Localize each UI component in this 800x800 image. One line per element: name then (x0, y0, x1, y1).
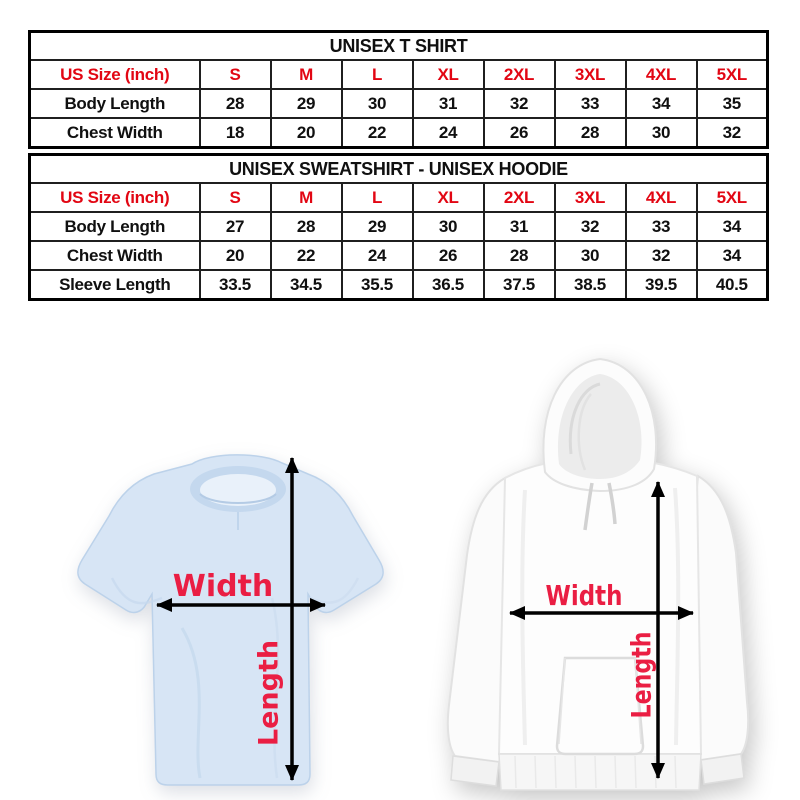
size-header-cell: M (271, 183, 342, 212)
row-label: Body Length (30, 89, 200, 118)
size-cell: 32 (555, 212, 626, 241)
size-cell: 33.5 (200, 270, 271, 300)
size-cell: 35.5 (342, 270, 413, 300)
size-cell: 30 (626, 118, 697, 148)
tshirt-length-label: Length (253, 639, 285, 747)
hoodie-length-label: Length (626, 631, 658, 719)
size-header-row (30, 183, 768, 212)
hoodie-hem (499, 754, 701, 790)
table-title-row (30, 155, 768, 184)
size-cell: 29 (342, 212, 413, 241)
table-title-row (30, 32, 768, 61)
size-header-cell: M (271, 60, 342, 89)
table-row (30, 118, 768, 148)
size-cell: 39.5 (626, 270, 697, 300)
table-title: UNISEX SWEATSHIRT - UNISEX HOODIE (30, 155, 768, 184)
size-header-cell: S (200, 183, 271, 212)
size-cell: 30 (555, 241, 626, 270)
size-cell: 34 (697, 212, 768, 241)
size-cell: 32 (484, 89, 555, 118)
size-cell: 28 (555, 118, 626, 148)
hoodie-width-label: Width (545, 579, 623, 612)
size-header-cell: XL (413, 183, 484, 212)
size-cell: 34 (626, 89, 697, 118)
size-cell: 20 (271, 118, 342, 148)
measurement-diagrams (0, 330, 800, 800)
size-cell: 31 (484, 212, 555, 241)
size-header-cell: 5XL (697, 60, 768, 89)
size-cell: 40.5 (697, 270, 768, 300)
size-header-cell: L (342, 60, 413, 89)
size-cell: 24 (413, 118, 484, 148)
tshirt-width-label: Width (172, 569, 274, 604)
size-header-cell: 5XL (697, 183, 768, 212)
size-header-row (30, 60, 768, 89)
row-label: Body Length (30, 212, 200, 241)
row-label: Chest Width (30, 118, 200, 148)
size-header-cell: 4XL (626, 60, 697, 89)
tshirt-image (72, 448, 396, 790)
size-cell: 26 (413, 241, 484, 270)
size-cell: 18 (200, 118, 271, 148)
size-cell: 36.5 (413, 270, 484, 300)
size-header-cell: 3XL (555, 60, 626, 89)
size-cell: 38.5 (555, 270, 626, 300)
size-header-cell: US Size (inch) (30, 183, 200, 212)
size-cell: 30 (413, 212, 484, 241)
size-header-cell: XL (413, 60, 484, 89)
size-cell: 28 (271, 212, 342, 241)
size-tables (28, 30, 768, 305)
hoodie-left-cuff (451, 756, 499, 786)
table-row (30, 270, 768, 300)
size-cell: 24 (342, 241, 413, 270)
size-cell: 22 (271, 241, 342, 270)
table-row (30, 212, 768, 241)
row-label: Sleeve Length (30, 270, 200, 300)
size-cell: 33 (555, 89, 626, 118)
size-cell: 37.5 (484, 270, 555, 300)
row-label: Chest Width (30, 241, 200, 270)
size-header-cell: US Size (inch) (30, 60, 200, 89)
size-cell: 27 (200, 212, 271, 241)
table-row (30, 241, 768, 270)
size-cell: 35 (697, 89, 768, 118)
hoodie-right-cuff (701, 754, 744, 784)
size-cell: 33 (626, 212, 697, 241)
size-header-cell: 3XL (555, 183, 626, 212)
size-cell: 31 (413, 89, 484, 118)
size-header-cell: L (342, 183, 413, 212)
size-cell: 26 (484, 118, 555, 148)
size-cell: 28 (484, 241, 555, 270)
size-cell: 34 (697, 241, 768, 270)
size-cell: 32 (697, 118, 768, 148)
size-cell: 32 (626, 241, 697, 270)
size-cell: 22 (342, 118, 413, 148)
size-header-cell: 4XL (626, 183, 697, 212)
hoodie-image (425, 350, 790, 800)
table-title: UNISEX T SHIRT (30, 32, 768, 61)
size-cell: 34.5 (271, 270, 342, 300)
size-header-cell: S (200, 60, 271, 89)
size-cell: 28 (200, 89, 271, 118)
size-cell: 30 (342, 89, 413, 118)
hoodie-size-table (28, 153, 769, 301)
size-cell: 29 (271, 89, 342, 118)
size-header-cell: 2XL (484, 183, 555, 212)
tshirt-size-table (28, 30, 769, 149)
size-cell: 20 (200, 241, 271, 270)
size-header-cell: 2XL (484, 60, 555, 89)
table-row (30, 89, 768, 118)
